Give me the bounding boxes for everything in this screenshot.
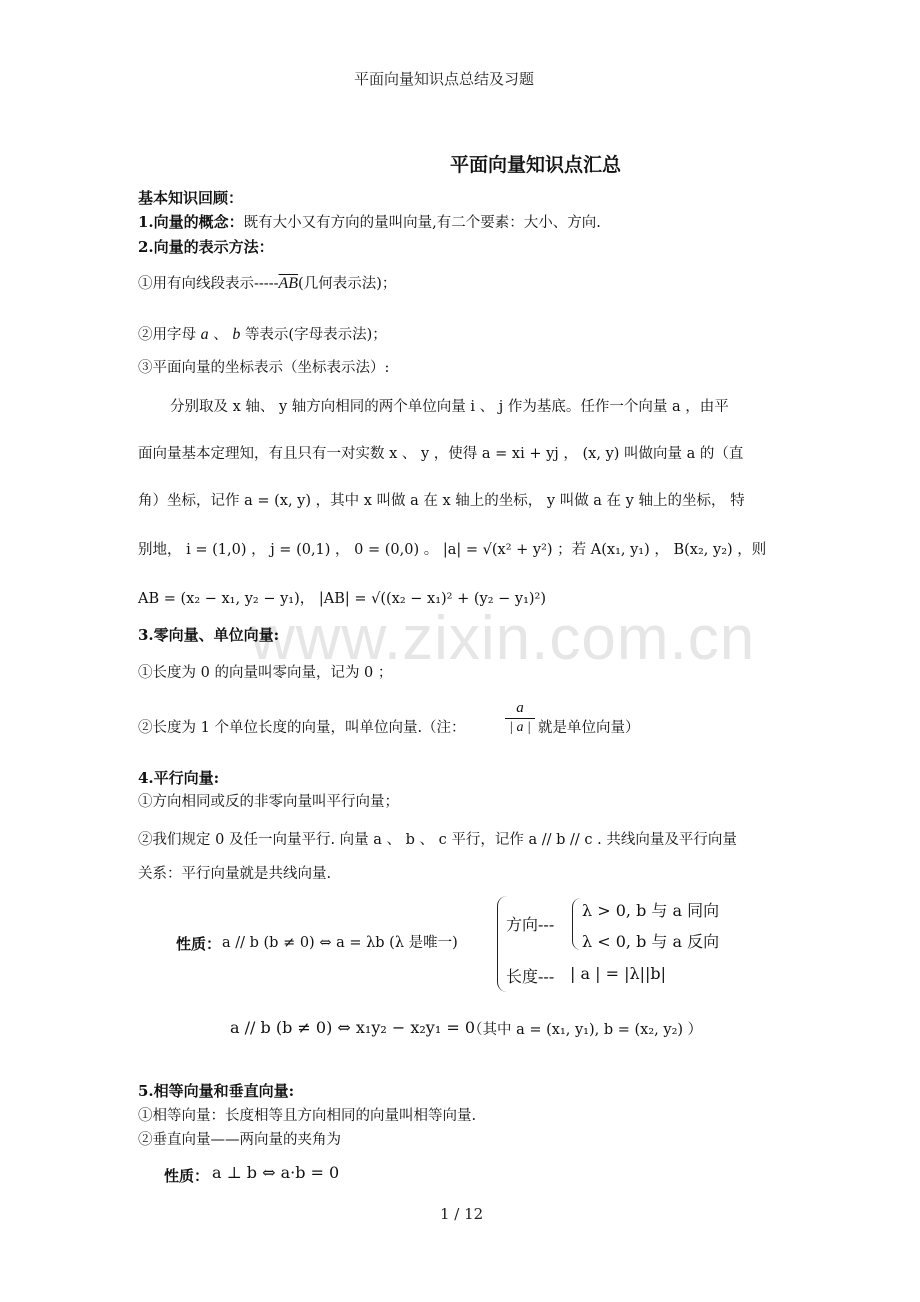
perpendicular-property-label: 性质： [164, 1167, 210, 1185]
section-4-line-1: ①方向相同或反的非零向量叫平行向量； [138, 794, 399, 810]
coordinate-paragraph-3: 角）坐标，记作 a = (x, y) ，其中 x 叫做 a 在 x 轴上的坐标， y 叫做 a 在 y 轴上的坐标， 特 [138, 493, 745, 509]
length-formula: | a | = |λ||b| [570, 964, 667, 983]
vector-b: b [232, 326, 241, 343]
section-3-line-1: ①长度为 0 的向量叫零向量，记为 0 ； [138, 665, 393, 681]
direction-label: 方向--- [506, 915, 555, 934]
section-5-heading: 5.相等向量和垂直向量: [138, 1082, 295, 1100]
section-3-line-2: ②长度为 1 个单位长度的向量，叫单位向量.（注： [138, 720, 466, 736]
section-1-line [138, 211, 601, 232]
direction-case-1: λ > 0, b 与 a 同向 [582, 901, 720, 920]
section-3-line-2-end: 就是单位向量） [538, 720, 640, 736]
document-title: 平面向量知识点汇总 [450, 154, 622, 176]
parallel-property-formula: a // b (b ≠ 0) ⇔ a = λb (λ 是唯一) [222, 935, 458, 951]
section-2-heading: 2.向量的表示方法： [138, 238, 274, 256]
section-basic-heading: 基本知识回顾： [138, 189, 244, 207]
inner-brace [572, 898, 581, 950]
line-text: ①用有向线段表示----- [138, 276, 279, 292]
section-3-heading: 3.零向量、单位向量: [138, 626, 280, 644]
section-5-line-2: ②垂直向量——两向量的夹角为 [138, 1132, 341, 1148]
page-header: 平面向量知识点总结及习题 [354, 70, 535, 88]
direction-case-2: λ < 0, b 与 a 反向 [582, 932, 720, 951]
section-2-line-1 [138, 272, 396, 293]
vector-a: a [200, 326, 209, 343]
coordinate-paragraph-2: 面向量基本定理知，有且只有一对实数 x 、 y ，使得 a = xi + yj ， (x, y) 叫做向量 a 的（直 [138, 446, 744, 462]
section-2-line-3: ③平面向量的坐标表示（坐标表示法）: [138, 360, 390, 376]
line-text: ②用字母 [138, 327, 196, 343]
section-4-heading: 4.平行向量: [138, 769, 220, 787]
coordinate-paragraph-5: AB = (x₂ − x₁, y₂ − y₁)， |AB| = √((x₂ − x₁)² + (y₂ − y₁)²) [138, 591, 547, 607]
line-text: 、 [213, 327, 228, 343]
fraction-numerator: a [516, 700, 524, 716]
unit-vector-fraction [505, 700, 535, 736]
vector-ab: $\overline{AB}$ [278, 275, 299, 292]
coordinate-paragraph-1: 分别取及 x 轴、 y 轴方向相同的两个单位向量 i 、 j 作为基底。任作一个向量 a ，由平 [170, 399, 729, 415]
line-text: (几何表示法)； [298, 276, 397, 292]
watermark: www.zixin.com.cn [250, 604, 756, 673]
length-label: 长度--- [506, 967, 555, 986]
fraction-denominator: | a | [509, 720, 531, 735]
section-4-line-2: ②我们规定 0 及任一向量平行. 向量 a 、 b 、 c 平行，记作 a // b // c . 共线向量及平行向量 [138, 832, 737, 848]
section-5-line-1: ①相等向量：长度相等且方向相同的向量叫相等向量. [138, 1108, 477, 1124]
coordinate-paragraph-4: 别地， i = (1,0) ， j = (0,1) ， 0 = (0,0) 。 |a| = √(x² + y²) ；若 A(x₁, y₁) ， B(x₂, y₂) ，则 [138, 542, 767, 558]
line-text: 等表示(字母表示法)； [244, 327, 387, 343]
coordinate-parallel-formula: a // b (b ≠ 0) ⇔ x₁y₂ − x₂y₁ = 0 [230, 1018, 475, 1037]
coordinate-parallel-note: （其中 a = (x₁, y₁), b = (x₂, y₂) ） [468, 1022, 703, 1038]
page-footer: 1 / 12 [440, 1205, 484, 1223]
parallel-property-label: 性质： [176, 935, 222, 953]
section-1-text: 既有大小又有方向的量叫向量,有二个要素：大小、方向. [243, 215, 601, 231]
section-2-line-2 [138, 323, 387, 344]
section-1-heading: 1.向量的概念： [138, 213, 244, 231]
section-4-line-3: 关系：平行向量就是共线向量. [138, 866, 332, 882]
perpendicular-property-formula: a ⊥ b ⇔ a·b = 0 [212, 1163, 340, 1182]
fraction-bar [505, 718, 535, 719]
